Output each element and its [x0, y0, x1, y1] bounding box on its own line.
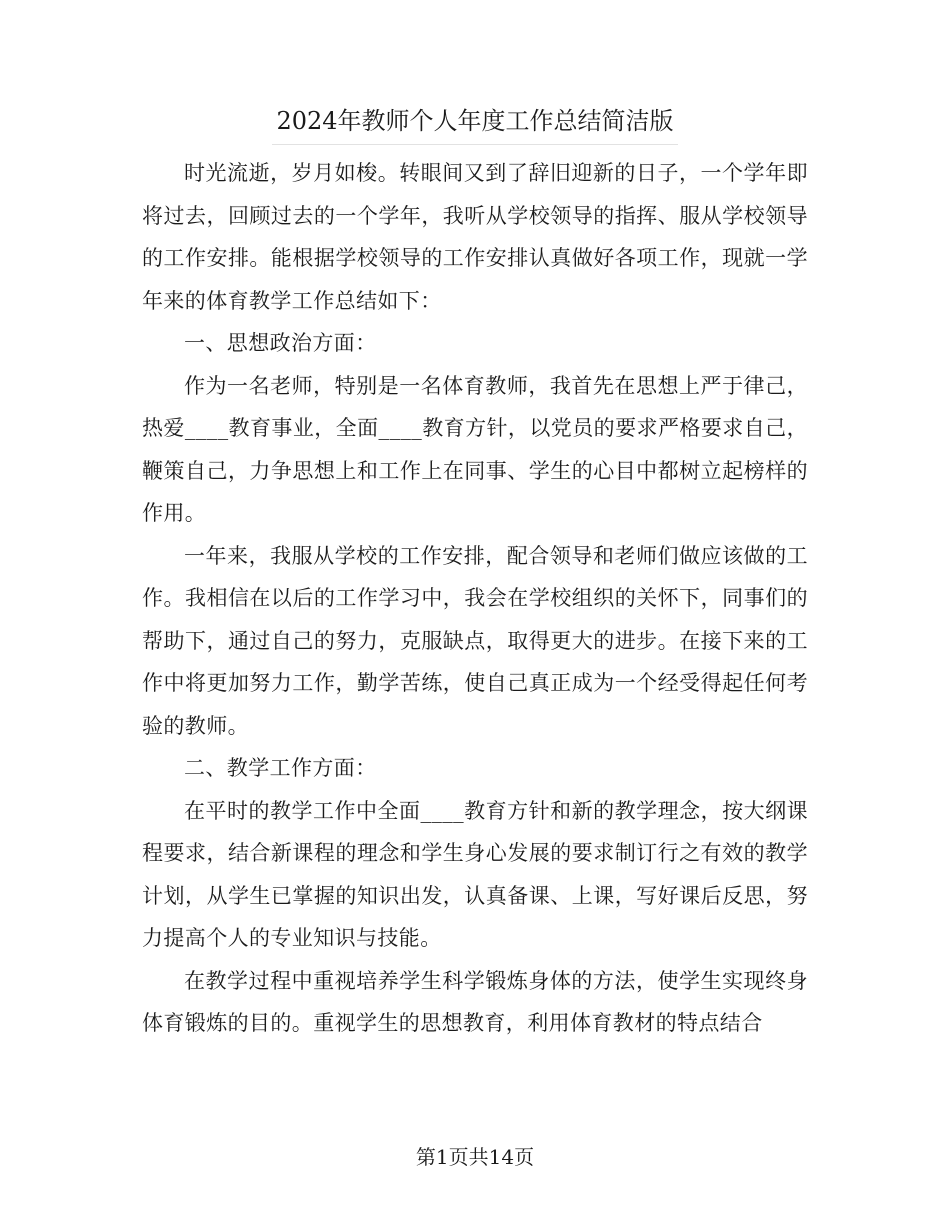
paragraph-teaching-plan: 在平时的教学工作中全面____教育方针和新的教学理念，按大纲课程要求，结合新课程的理念和学生身心发展的要求制订行之有效的教学计划，从学生已掌握的知识出发，认真备课、上课，写好课后反思，努力提高个人的专业知识与技能。 [142, 798, 808, 950]
document-body [142, 152, 808, 1045]
paragraph-work-attitude: 一年来，我服从学校的工作安排，配合领导和老师们做应该做的工作。我相信在以后的工作学习中，我会在学校组织的关怀下，同事们的帮助下，通过自己的努力，克服缺点，取得更大的进步。在接下来的工作中将更加努力工作，勤学苦练，使自己真正成为一个经受得起任何考验的教师。 [142, 543, 808, 738]
paragraph-intro: 时光流逝，岁月如梭。转眼间又到了辞旧迎新的日子，一个学年即将过去，回顾过去的一个学年，我听从学校领导的指挥、服从学校领导的工作安排。能根据学校领导的工作安排认真做好各项工作，现就一学年来的体育教学工作总结如下： [142, 161, 808, 313]
paragraph-ideology: 作为一名老师，特别是一名体育教师，我首先在思想上严于律己，热爱____教育事业，全面____教育方针，以党员的要求严格要求自己，鞭策自己，力争思想上和工作上在同事、学生的心目中都树立起榜样的作用。 [142, 373, 808, 525]
section-heading-ideology: 一、思想政治方面： [184, 331, 377, 355]
title-underline [272, 144, 678, 145]
document-title: 2024年教师个人年度工作总结简洁版 [276, 107, 674, 135]
paragraph-teaching-process: 在教学过程中重视培养学生科学锻炼身体的方法，使学生实现终身体育锻炼的目的。重视学生的思想教育，利用体育教材的特点结合 [142, 968, 808, 1035]
page-number: 第1页共14页 [415, 1145, 535, 1169]
section-heading-teaching: 二、教学工作方面： [184, 756, 377, 780]
